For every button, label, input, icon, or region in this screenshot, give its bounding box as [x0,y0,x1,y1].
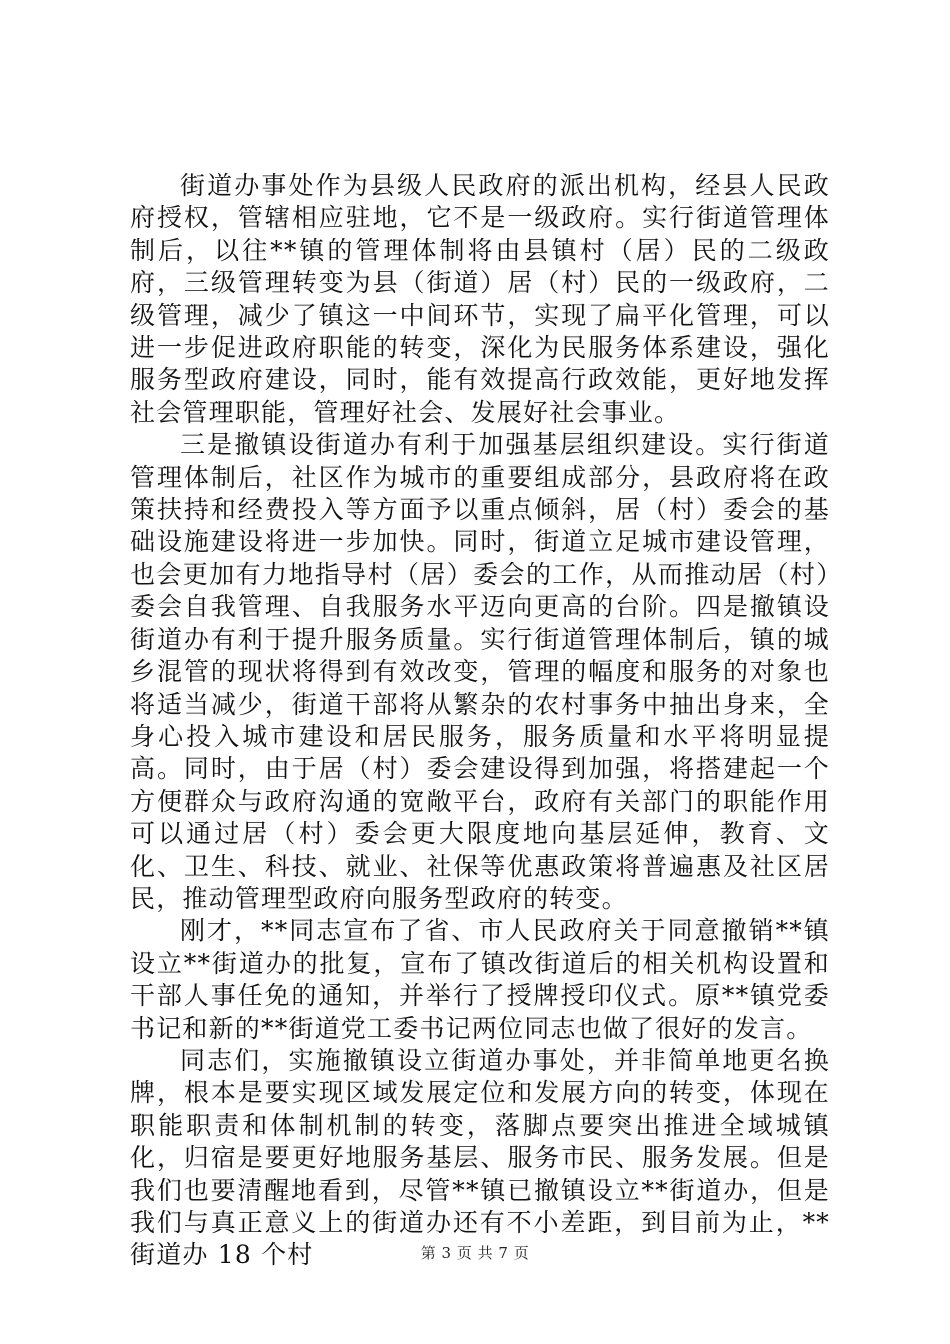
paragraph-comrades: 同志们，实施撤镇设立街道办事处，并非简单地更名换牌，根本是要实现区域发展定位和发展方向的转变，体现在职能职责和体制机制的转变，落脚点要突出推进全域城镇化，归宿是要更好地服务基层、服务市民、服务发展。但是我们也要清醒地看到，尽管**镇已撤镇设立**街道办，但是我们与真正意义上的街道办还有不小差距，到目前为止，**街道办 18 个村 [130,1045,830,1270]
paragraph-street-office-role: 街道办事处作为县级人民政府的派出机构，经县人民政府授权，管辖相应驻地，它不是一级政府。实行街道管理体制后，以往**镇的管理体制将由县镇村（居）民的二级政府，三级管理转变为县（街道）居（村）民的一级政府，二级管理，减少了镇这一中间环节，实现了扁平化管理，可以进一步促进政府职能的转变，深化为民服务体系建设，强化服务型政府建设，同时，能有效提高行政效能，更好地发挥社会管理职能，管理好社会、发展好社会事业。 [130,171,830,427]
paragraph-grassroots-organization: 三是撤镇设街道办有利于加强基层组织建设。实行街道管理体制后，社区作为城市的重要组成部分，县政府将在政策扶持和经费投入等方面予以重点倾斜，居（村）委会的基础设施建设将进一步加快。同时，街道立足城市建设管理，也会更加有力地指导村（居）委会的工作，从而推动居（村）委会自我管理、自我服务水平迈向更高的台阶。四是撤镇设街道办有利于提升服务质量。实行街道管理体制后，镇的城乡混管的现状将得到有效改变，管理的幅度和服务的对象也将适当减少，街道干部将从繁杂的农村事务中抽出身来，全身心投入城市建设和居民服务，服务质量和水平将明显提高。同时，由于居（村）委会建设得到加强，将搭建起一个方便群众与政府沟通的宽敞平台，政府有关部门的职能作用可以通过居（村）委会更大限度地向基层延伸，教育、文化、卫生、科技、就业、社保等优惠政策将普遍惠及社区居民，推动管理型政府向服务型政府的转变。 [130,430,830,913]
page-number-footer: 第 3 页 共 7 页 [420,1244,530,1262]
document-body [130,170,830,1272]
paragraph-announcement: 刚才，**同志宣布了省、市人民政府关于同意撤销**镇设立**街道办的批复，宣布了镇改街道后的相关机构设置和干部人事任免的通知，并举行了授牌授印仪式。原**镇党委书记和新的**街道党工委书记两位同志也做了很好的发言。 [130,916,830,1043]
